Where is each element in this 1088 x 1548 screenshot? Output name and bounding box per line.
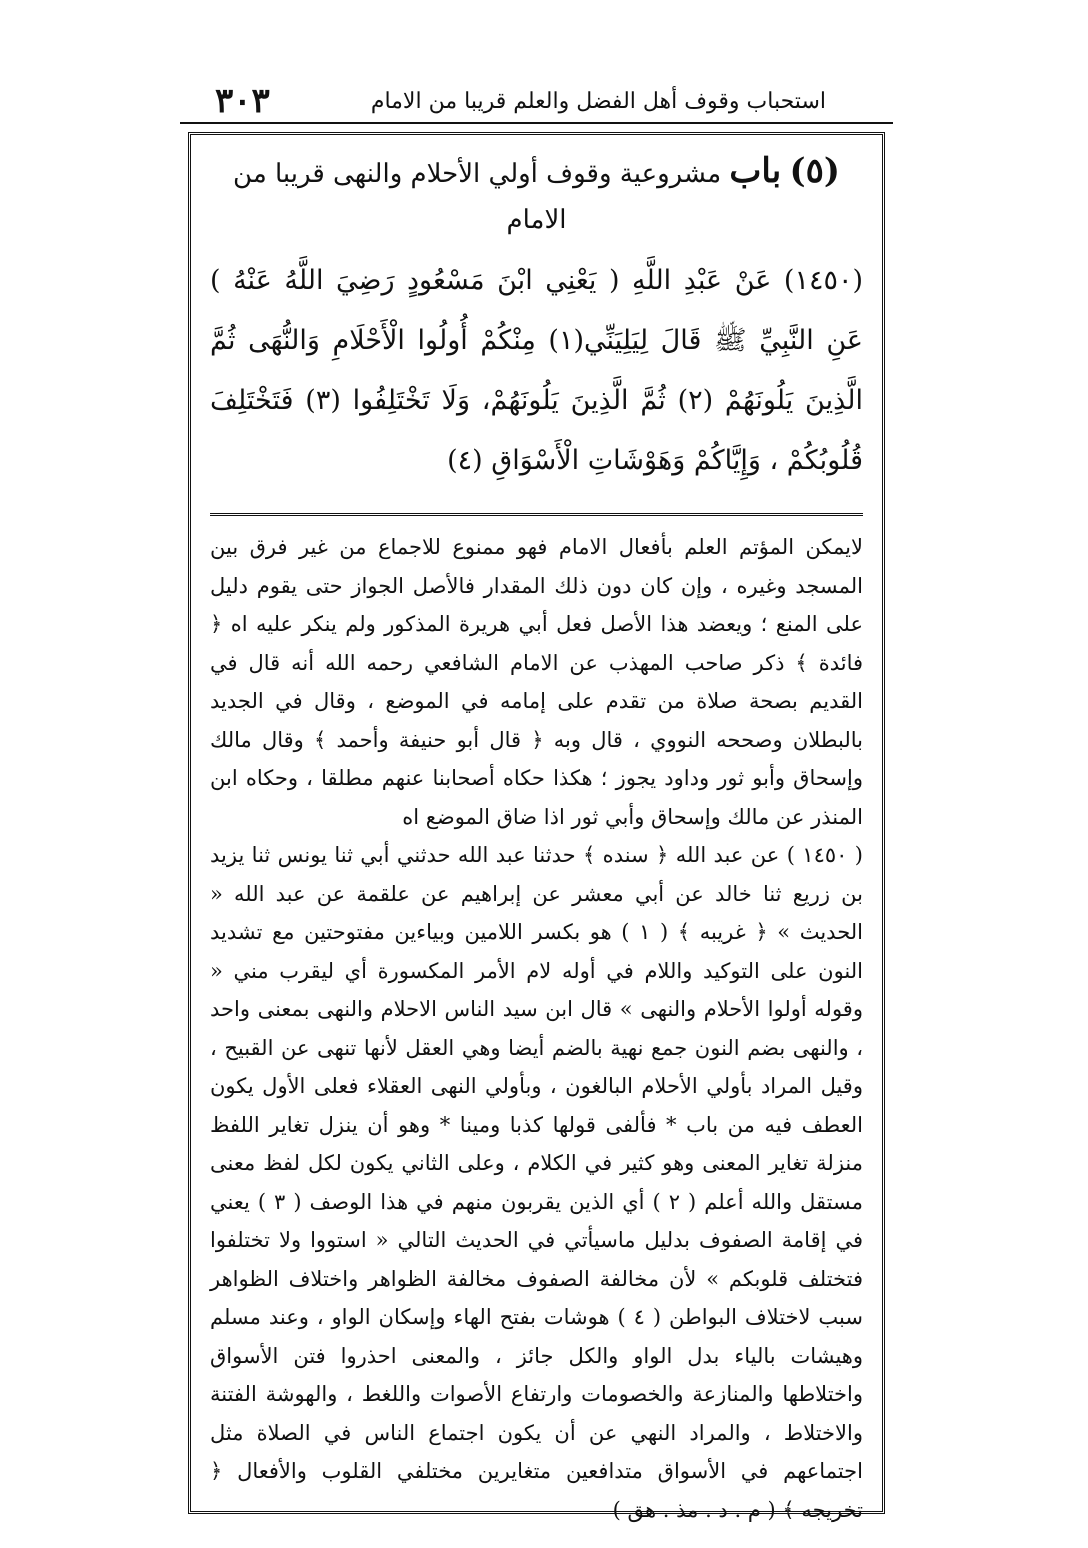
commentary-paragraph-1: لايمكن المؤتم العلم بأفعال الامام فهو ممنوع للاجماع من غير فرق بين المسجد وغيره ، وإن كان دون ذلك المقدار فالأصل الجواز حتى يقوم دليل على المنع ؛ ويعضد هذا الأصل فعل أبي هريرة المذكور ولم ينكر عليه اه ﴿ فائدة ﴾ ذكر صاحب المهذب عن الامام الشافعي رحمه الله أنه قال في القديم بصحة صلاة من تقدم على إمامه في الموضع ، وقال في الجديد بالبطلان وصححه النووي ، قال وبه ﴿ قال أبو حنيفة وأحمد ﴾ وقال مالك وإسحاق وأبو ثور وداود يجوز ؛ هكذا حكاه أصحابنا عنهم مطلقا ، وحكاه ابن المنذر عن مالك وإسحاق وأبي ثور اذا ضاق الموضع اه bbox=[210, 535, 863, 829]
running-title: استحباب وقوف أهل الفضل والعلم قريبا من الامام bbox=[370, 88, 826, 114]
page-header bbox=[215, 78, 826, 124]
chapter-number: (٥) bbox=[789, 151, 840, 191]
commentary-paragraph-2: ( ١٤٥٠ ) عن عبد الله ﴿ سنده ﴾ حدثنا عبد الله حدثني أبي ثنا يونس ثنا يزيد بن زريع ثنا خالد عن أبي معشر عن إبراهيم عن علقمة عن عبد الله « الحديث » ﴿ غريبه ﴾ ( ١ ) هو بكسر اللامين وبياءين مفتوحتين مع تشديد النون على التوكيد واللام في أوله لام الأمر المكسورة أي ليقرب مني « وقوله أولوا الأحلام والنهى » قال ابن سيد الناس الاحلام والنهى بمعنى واحد ، والنهى بضم النون جمع نهية بالضم أيضا وهي العقل لأنها تنهى عن القبيح ، وقيل المراد بأولي الأحلام البالغون ، وبأولي النهى العقلاء فعلى الأول يكون العطف فيه من باب * فألفى قولها كذبا ومينا * وهو أن ينزل تغاير اللفظ منزلة تغاير المعنى وهو كثير في الكلام ، وعلى الثاني يكون لكل لفظ معنى مستقل والله أعلم ( ٢ ) أي الذين يقربون منهم في هذا الوصف ( ٣ ) يعني في إقامة الصفوف بدليل ماسيأتي في الحديث التالي « استووا ولا تختلفوا فتختلف قلوبكم » لأن مخالفة الصفوف مخالفة الظواهر واختلاف الظواهر سبب لاختلاف البواطن ( ٤ ) هوشات بفتح الهاء وإسكان الواو ، وعند مسلم وهيشات بالياء بدل الواو والكل جائز ، والمعنى احذروا فتن الأسواق واختلاطها والمنازعة والخصومات وارتفاع الأصوات واللغط ، والهوشة الفتنة والاختلاط ، والمراد النهي عن أن يكون اجتماع الناس في الصلاة مثل اجتماعهم في الأسواق متدافعين متغايرين مختلفي القلوب والأفعال ﴿ تخريجه ﴾ ( م . د . مذ . هق ) bbox=[210, 843, 864, 1522]
hadith-text: (١٤٥٠) عَنْ عَبْدِ اللَّهِ ( يَعْنِي ابْنَ مَسْعُودٍ رَضِيَ اللَّهُ عَنْهُ ) عَنِ النَّبِيِّ ﷺ قَالَ لِيَلِيَنِّي(١) مِنْكُمْ أُولُوا الْأَحْلَامِ وَالنُّهَى ثُمَّ الَّذِينَ يَلُونَهُمْ (٢) ثُمَّ الَّذِينَ يَلُونَهُمْ، وَلَا تَخْتَلِفُوا (٣) فَتَخْتَلِفَ قُلُوبُكُمْ ، وَإِيَّاكُمْ وَهَوْشَاتِ الْأَسْوَاقِ (٤) bbox=[210, 265, 863, 476]
page-content bbox=[210, 140, 863, 1529]
commentary bbox=[210, 528, 863, 1529]
chapter-heading bbox=[210, 148, 863, 243]
chapter-title: مشروعية وقوف أولي الأحلام والنهى قريبا من الامام bbox=[233, 159, 722, 235]
chapter-bab: باب bbox=[729, 151, 782, 191]
page-number: ٣٠٣ bbox=[215, 81, 270, 121]
header-rule bbox=[180, 122, 893, 124]
section-divider bbox=[210, 513, 863, 516]
